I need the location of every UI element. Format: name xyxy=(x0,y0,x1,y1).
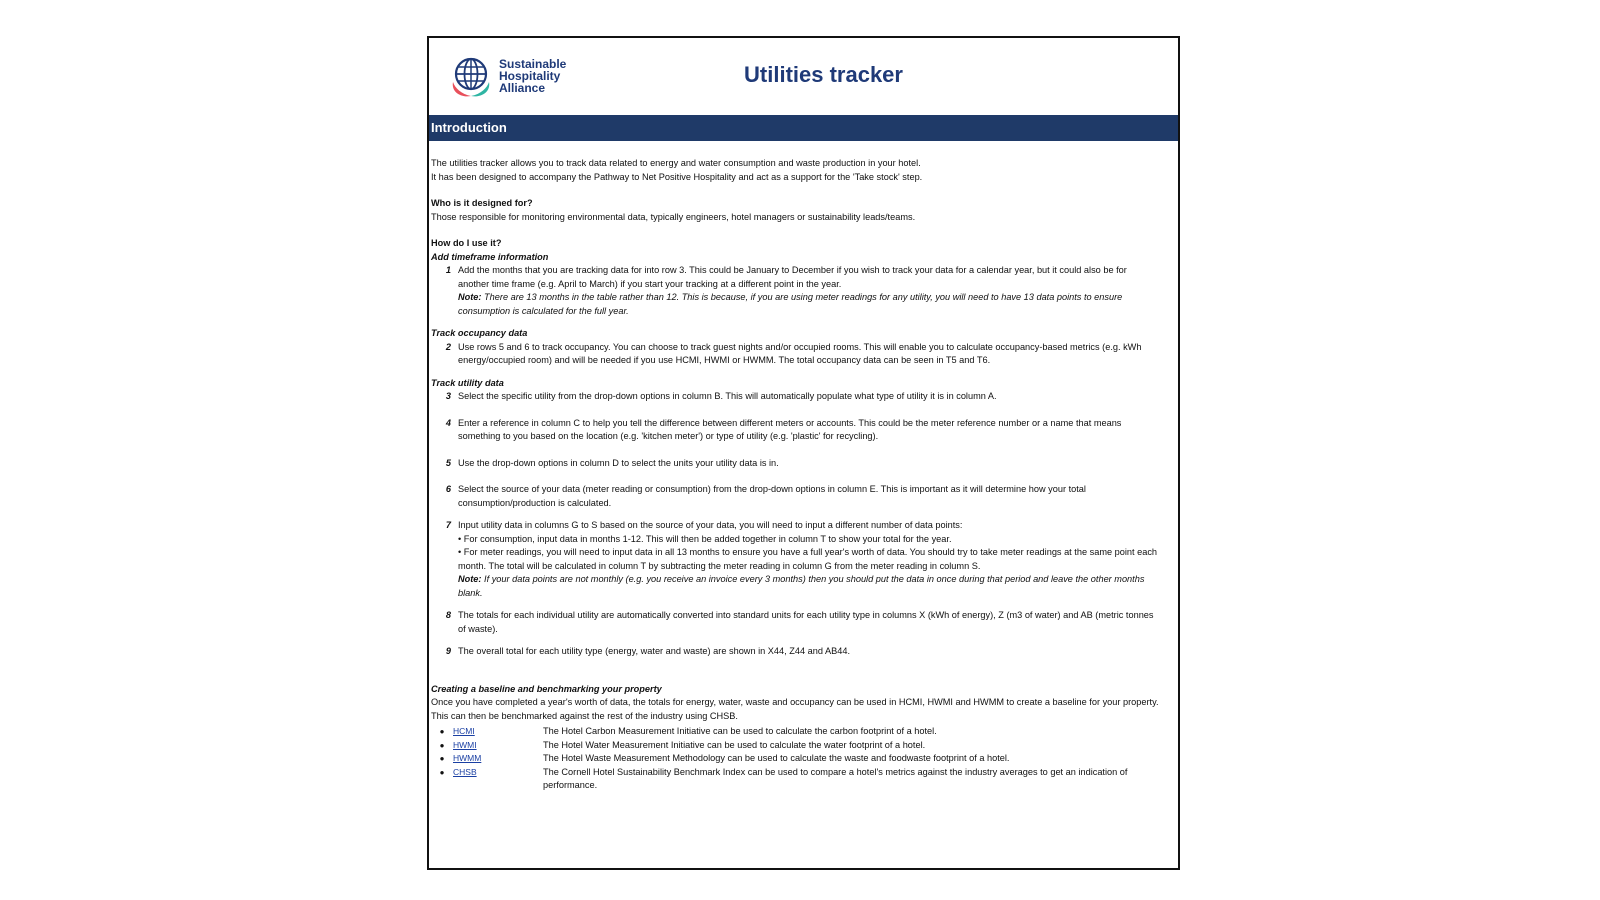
logo-line-3: Alliance xyxy=(499,81,546,95)
note-label: Note: xyxy=(458,292,482,302)
link-hwmm[interactable]: HWMM xyxy=(453,753,482,763)
step-text: Use rows 5 and 6 to track occupancy. You can choose to track guest nights and/or occupied rooms. This will enable you to calculate occupancy-based metrics (e.g. kWh energy/occupied room) and will be needed if you use HCMI, HWMI or HWMM. The total occupancy data can be seen in T5 and T6. xyxy=(458,341,1142,365)
logo-line-1: Sustainable xyxy=(499,57,567,71)
step-5 xyxy=(431,457,1160,471)
step-number: 9 xyxy=(445,646,451,656)
list-item xyxy=(431,739,1160,753)
list-item xyxy=(431,725,1160,739)
step-number: 3 xyxy=(445,391,451,401)
step-text: Use the drop-down options in column D to select the units your utility data is in. xyxy=(458,457,779,468)
document-title: Utilities tracker xyxy=(744,62,903,87)
document-header xyxy=(429,38,1178,115)
step-text: Enter a reference in column C to help you tell the difference between different meters or accounts. This could be the meter reference number or a name that means something to you based on the location (e.g. 'kitchen meter') or type of utility (e.g. 'plastic' for recycling). xyxy=(458,417,1122,441)
list-item xyxy=(431,752,1160,766)
step-2 xyxy=(431,341,1160,368)
step-9 xyxy=(431,645,1160,659)
link-description: The Hotel Waste Measurement Methodology can be used to calculate the waste and foodwaste footprint of a hotel. xyxy=(543,753,1010,763)
list-item xyxy=(431,766,1160,793)
step-number: 7 xyxy=(445,520,451,530)
step-text: Select the source of your data (meter reading or consumption) from the drop-down options in column E. This is important as it will determine how your total consumption/production is calculated. xyxy=(458,484,1086,508)
intro-line-2: It has been designed to accompany the Pathway to Net Positive Hospitality and act as a support for the 'Take stock' step. xyxy=(431,171,923,182)
step-text: Add the months that you are tracking data for into row 3. This could be January to December if you wish to track your data for a calendar year, but it could also be for another time frame (e.g. April to March) if you start your tracking at a different point in the year. xyxy=(458,265,1127,289)
document-page xyxy=(427,36,1180,870)
note-text: There are 13 months in the table rather than 12. This is because, if you are using meter readings for any utility, you will need to have 13 data points to ensure consumption is calculated for the full year. xyxy=(458,292,1123,316)
step-number: 8 xyxy=(445,610,451,620)
subheading-timeframe: Add timeframe information xyxy=(431,251,549,262)
link-chsb[interactable]: CHSB xyxy=(453,766,477,777)
step-number: 5 xyxy=(445,457,451,468)
baseline-text: Once you have completed a year's worth of data, the totals for energy, water, waste and occupancy can be used in HCMI, HWMI and HWMM to create a baseline for your property. This can then be benchmarked against the rest of the industry using CHSB. xyxy=(431,697,1159,721)
link-description: The Cornell Hotel Sustainability Benchmark Index can be used to compare a hotel's metrics against the industry averages to get an indication of performance. xyxy=(543,766,1128,790)
step-8 xyxy=(431,609,1160,636)
link-description: The Hotel Water Measurement Initiative can be used to calculate the water footprint of a hotel. xyxy=(543,739,926,750)
step-text: The overall total for each utility type (energy, water and waste) are shown in X44, Z44 and AB44. xyxy=(458,646,851,656)
bullet-icon: ● xyxy=(439,754,445,763)
step-3 xyxy=(431,390,1160,404)
step-number: 2 xyxy=(445,341,451,352)
link-hwmi[interactable]: HWMI xyxy=(453,739,477,750)
section-band-introduction: Introduction xyxy=(429,115,1178,141)
subheading-utility: Track utility data xyxy=(431,377,504,388)
logo-line-2: Hospitality xyxy=(499,69,561,83)
bullet-icon: ● xyxy=(439,727,445,736)
link-description: The Hotel Carbon Measurement Initiative can be used to calculate the carbon footprint of a hotel. xyxy=(543,726,937,736)
bullet-icon: ● xyxy=(439,740,445,750)
how-heading: How do I use it? xyxy=(431,238,502,248)
step-bullet-consumption: • For consumption, input data in months 1-12. This will then be added together in column T to show your total for the year. xyxy=(458,533,952,544)
benchmark-links-list xyxy=(431,725,1160,793)
step-4 xyxy=(431,417,1160,444)
step-number: 1 xyxy=(445,265,451,275)
step-1 xyxy=(431,264,1160,318)
step-text: Select the specific utility from the drop-down options in column B. This will automatically populate what type of utility it is in column A. xyxy=(458,391,997,401)
step-text: Input utility data in columns G to S based on the source of your data, you will need to input a different number of data points: xyxy=(458,520,963,530)
step-number: 4 xyxy=(445,417,451,428)
who-text: Those responsible for monitoring environmental data, typically engineers, hotel managers or sustainability leads/teams. xyxy=(431,211,916,222)
baseline-heading: Creating a baseline and benchmarking your property xyxy=(431,683,662,694)
subheading-occupancy: Track occupancy data xyxy=(431,328,528,338)
step-6 xyxy=(431,483,1160,510)
intro-line-1: The utilities tracker allows you to track data related to energy and water consumption and waste production in your hotel. xyxy=(431,158,921,168)
who-heading: Who is it designed for? xyxy=(431,198,533,208)
step-7 xyxy=(431,519,1160,600)
step-bullet-meter: • For meter readings, you will need to input data in all 13 months to ensure you have a full year's worth of data. You should try to take meter readings at the same point each month. The total will be calculated in column T by subtracting the meter reading in column G from the meter reading in column S. xyxy=(458,547,1158,571)
note-label: Note: xyxy=(458,574,482,584)
document-body xyxy=(431,157,1160,793)
note-text: If your data points are not monthly (e.g. you receive an invoice every 3 months) then you should put the data in once during that period and leave the other months blank. xyxy=(458,574,1145,598)
link-hcmi[interactable]: HCMI xyxy=(453,726,475,736)
step-text: The totals for each individual utility are automatically converted into standard units for each utility type in columns X (kWh of energy), Z (m3 of water) and AB (metric tonnes of waste). xyxy=(458,610,1154,634)
bullet-icon: ● xyxy=(439,767,445,777)
step-number: 6 xyxy=(445,484,451,494)
